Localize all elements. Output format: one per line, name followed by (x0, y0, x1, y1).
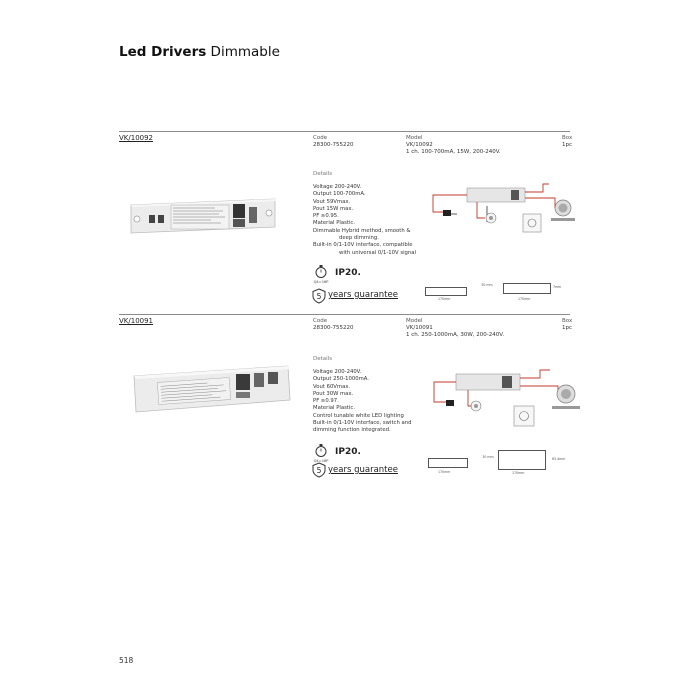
dimension-height: 30 mm (481, 283, 493, 287)
led-driver-product-image (125, 193, 280, 239)
wiring-diagram (428, 366, 588, 434)
section-divider (119, 131, 570, 132)
spec-item: Control tunable white LED lighting (313, 412, 404, 419)
spec-item: dimming function integrated. (313, 427, 391, 434)
ip-rating: IP20. (335, 268, 361, 278)
box-value: 1pc (562, 325, 573, 331)
timer-icon (314, 264, 328, 279)
dimension-length: 170mm (518, 297, 531, 301)
spec-item: Material Plastic. (313, 405, 356, 412)
details-label: Details (313, 356, 333, 362)
guarantee-text: years guarantee (328, 290, 398, 300)
guarantee-number: 5 (316, 466, 322, 475)
guarantee-text: years guarantee (328, 465, 398, 475)
timer-caption: Q4=16P (313, 280, 329, 284)
spec-item: Voltage 200-240V. (313, 369, 362, 375)
code-label: Code (313, 135, 328, 141)
spec-item: Pout 15W max. (313, 205, 354, 212)
spec-item: Vout 60Vmax. (313, 383, 351, 390)
code-label: Code (313, 318, 328, 324)
spec-item: Voltage 200-240V. (313, 184, 362, 190)
section-divider (119, 314, 570, 315)
dimension-box-top (503, 283, 551, 294)
wiring-diagram (425, 178, 585, 240)
shield-icon (312, 288, 326, 304)
details-label: Details (313, 171, 333, 177)
box-label: Box (562, 135, 573, 141)
spec-item: Built-in 0/1-10V interface, compatible (313, 242, 413, 249)
dimension-length: 170mm (438, 470, 451, 474)
model-value: VK/10091 (406, 325, 433, 331)
spec-item: Pout 30W max. (313, 390, 354, 397)
model-description: 1 ch. 100-700mA, 15W, 200-240V. (406, 149, 501, 155)
box-value: 1pc (562, 142, 573, 148)
timer-caption: Q4=16P (313, 459, 329, 463)
dimension-box-top (498, 450, 546, 470)
spec-item: PF ≥0.95. (313, 213, 339, 220)
shield-icon (312, 462, 326, 478)
guarantee-number: 5 (316, 292, 322, 301)
timer-icon (314, 443, 328, 458)
ip-rating: IP20. (335, 447, 361, 457)
code-value: 28300-755220 (313, 142, 354, 148)
spec-item: Material Plastic. (313, 220, 356, 227)
spec-item: PF ≥0.97. (313, 398, 339, 405)
spec-list (313, 369, 411, 435)
spec-item: with universal 0/1-10V signal (339, 249, 416, 256)
model-label: Model (406, 135, 423, 141)
model-label: Model (406, 318, 423, 324)
product-code-link[interactable]: VK/10091 (119, 317, 154, 325)
page-number: 518 (119, 656, 134, 665)
dimension-box-side (428, 458, 468, 468)
dimension-width: 7mm (553, 285, 562, 289)
spec-item: Dimmable Hybrid method, smooth & (313, 227, 411, 234)
dimension-box-side (425, 287, 467, 296)
dimension-length: 170mm (438, 297, 451, 301)
spec-list (313, 184, 416, 257)
spec-item: Output 100-700mA. (313, 191, 366, 198)
product-code-link[interactable]: VK/10092 (119, 134, 154, 142)
dimension-width: 63.4mm (552, 457, 566, 461)
spec-item: Built-in 0/1-10V interface, switch and (313, 420, 412, 427)
box-label: Box (562, 318, 573, 324)
led-driver-product-image (128, 360, 298, 418)
dimension-height: 30 mm (482, 455, 494, 459)
spec-item: Vout 59Vmax. (313, 198, 351, 205)
code-value: 28300-755220 (313, 325, 354, 331)
spec-item: Output 250-1000mA. (313, 376, 369, 383)
spec-item: deep dimming. (339, 235, 379, 242)
dimension-length: 170mm (512, 471, 525, 475)
model-value: VK/10092 (406, 142, 433, 148)
page-title: Led Drivers Dimmable (119, 44, 280, 60)
model-description: 1 ch. 250-1000mA, 30W, 200-240V. (406, 332, 505, 338)
